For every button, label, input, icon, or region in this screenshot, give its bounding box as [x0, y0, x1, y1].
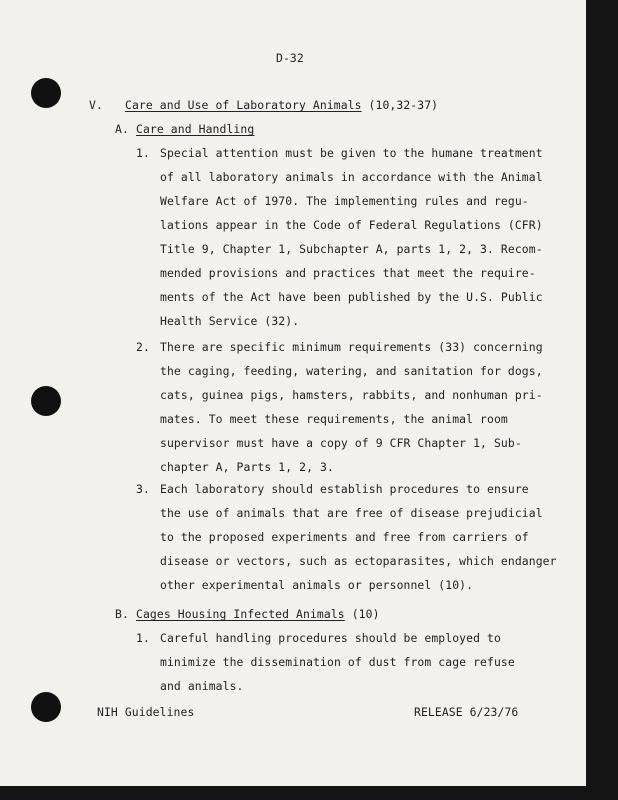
subsection-a-item-2-line: the caging, feeding, watering, and sanitation for dogs,	[160, 364, 543, 378]
subsection-a-item-2-line: chapter A, Parts 1, 2, 3.	[160, 460, 334, 474]
subsection-a-item-1-line: of all laboratory animals in accordance with the Animal	[160, 170, 543, 184]
scan-background-right	[586, 0, 618, 800]
subsection-a-item-2-line: There are specific minimum requirements (33) concerning	[160, 340, 543, 354]
subsection-a-item-1-line: Welfare Act of 1970. The implementing rules and regu-	[160, 194, 529, 208]
subsection-a-item-3-line: disease or vectors, such as ectoparasites, which endanger	[160, 554, 557, 568]
subsection-b-item-1-number: 1.	[136, 631, 150, 645]
subsection-a-item-3-number: 3.	[136, 482, 150, 496]
subsection-b-item-1-line: minimize the dissemination of dust from cage refuse	[160, 655, 515, 669]
subsection-a-item-1-line: Special attention must be given to the humane treatment	[160, 146, 543, 160]
subsection-a-item-1-line: Title 9, Chapter 1, Subchapter A, parts 1, 2, 3. Recom-	[160, 242, 543, 256]
footer-release: RELEASE 6/23/76	[414, 705, 519, 719]
binder-hole-top	[31, 78, 61, 108]
subsection-b-item-1-line: and animals.	[160, 679, 244, 693]
scan-background-bottom	[0, 786, 618, 800]
subsection-a-item-1-line: mended provisions and practices that meet the require-	[160, 266, 536, 280]
subsection-b-item-1-line: Careful handling procedures should be employed to	[160, 631, 501, 645]
section-heading	[125, 98, 438, 112]
subsection-a-item-2-line: cats, guinea pigs, hamsters, rabbits, and nonhuman pri-	[160, 388, 543, 402]
binder-hole-middle	[31, 386, 61, 416]
footer-left: NIH Guidelines	[97, 705, 195, 719]
binder-hole-bottom	[31, 692, 61, 722]
subsection-b-refs: (10)	[344, 607, 380, 621]
subsection-b-title: Cages Housing Infected Animals	[136, 607, 345, 621]
subsection-b-heading	[136, 607, 380, 621]
subsection-a-item-3-line: Each laboratory should establish procedures to ensure	[160, 482, 529, 496]
subsection-a-item-3-line: other experimental animals or personnel (10).	[160, 578, 474, 592]
page-number: D-32	[276, 51, 304, 65]
subsection-a-title: Care and Handling	[136, 122, 255, 136]
subsection-a-item-3-line: the use of animals that are free of disease prejudicial	[160, 506, 543, 520]
section-numeral: V.	[89, 98, 103, 112]
subsection-a-item-1-line: lations appear in the Code of Federal Regulations (CFR)	[160, 218, 543, 232]
subsection-a-item-3-line: to the proposed experiments and free from carriers of	[160, 530, 529, 544]
subsection-a-item-2-line: mates. To meet these requirements, the animal room	[160, 412, 508, 426]
subsection-b-letter: B.	[115, 607, 129, 621]
subsection-a-item-1-line: Health Service (32).	[160, 314, 300, 328]
subsection-a-item-1-number: 1.	[136, 146, 150, 160]
subsection-a-item-2-line: supervisor must have a copy of 9 CFR Chapter 1, Sub-	[160, 436, 522, 450]
section-refs: (10,32-37)	[361, 98, 439, 112]
subsection-a-letter: A.	[115, 122, 129, 136]
subsection-a-item-2-number: 2.	[136, 340, 150, 354]
subsection-a-item-1-line: ments of the Act have been published by the U.S. Public	[160, 290, 543, 304]
section-title: Care and Use of Laboratory Animals	[125, 98, 362, 112]
